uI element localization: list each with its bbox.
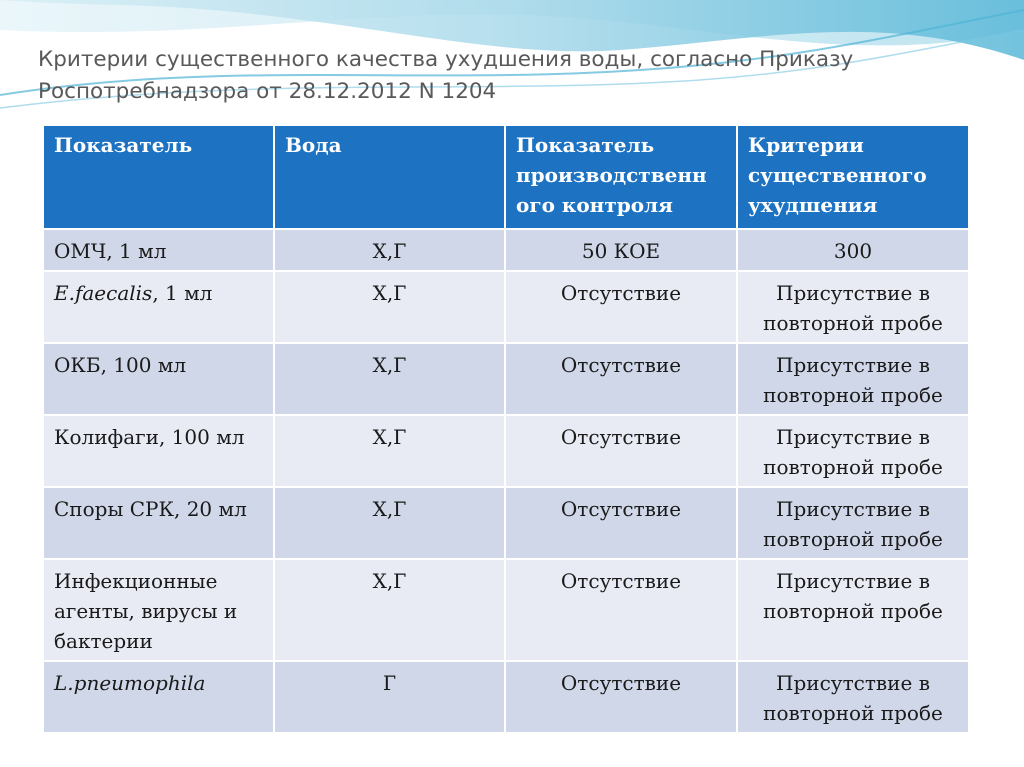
- cell-water: Х,Г: [274, 229, 505, 271]
- cell-indicator-italic: L.pneumophila: [54, 671, 206, 695]
- header-indicator: Показатель: [43, 125, 274, 229]
- cell-criteria: Присутствие в повторной пробе: [737, 271, 969, 343]
- cell-criteria: 300: [737, 229, 969, 271]
- table-row: [43, 271, 969, 343]
- cell-indicator: ОКБ, 100 мл: [43, 343, 274, 415]
- cell-indicator: Споры СРК, 20 мл: [43, 487, 274, 559]
- cell-water: Х,Г: [274, 487, 505, 559]
- cell-indicator-italic: E.faecalis: [54, 281, 153, 305]
- header-production-control: Показатель производственн ого контроля: [505, 125, 737, 229]
- cell-water: Х,Г: [274, 559, 505, 661]
- cell-indicator: Инфекционные агенты, вирусы и бактерии: [43, 559, 274, 661]
- table-row: [43, 415, 969, 487]
- cell-indicator: ОМЧ, 1 мл: [43, 229, 274, 271]
- table-row: [43, 661, 969, 733]
- cell-indicator: [43, 271, 274, 343]
- table-header-row: [43, 125, 969, 229]
- slide-title-line-2: Роспотребнадзора от 28.12.2012 N 1204: [38, 79, 497, 104]
- cell-indicator: Колифаги, 100 мл: [43, 415, 274, 487]
- slide-title: [38, 44, 938, 108]
- table-row: [43, 343, 969, 415]
- cell-water: Г: [274, 661, 505, 733]
- cell-control: Отсутствие: [505, 559, 737, 661]
- cell-control: Отсутствие: [505, 487, 737, 559]
- cell-water: Х,Г: [274, 343, 505, 415]
- cell-criteria: Присутствие в повторной пробе: [737, 661, 969, 733]
- cell-water: Х,Г: [274, 415, 505, 487]
- cell-criteria: Присутствие в повторной пробе: [737, 559, 969, 661]
- cell-criteria: Присутствие в повторной пробе: [737, 343, 969, 415]
- header-significant-criteria: Критерии существенного ухудшения: [737, 125, 969, 229]
- cell-indicator: [43, 661, 274, 733]
- cell-control: Отсутствие: [505, 271, 737, 343]
- header-water: Вода: [274, 125, 505, 229]
- cell-control: Отсутствие: [505, 415, 737, 487]
- cell-indicator-rest: , 1 мл: [152, 281, 213, 305]
- table-row: [43, 229, 969, 271]
- cell-control: 50 КОЕ: [505, 229, 737, 271]
- cell-water: Х,Г: [274, 271, 505, 343]
- cell-control: Отсутствие: [505, 661, 737, 733]
- table-row: [43, 487, 969, 559]
- cell-criteria: Присутствие в повторной пробе: [737, 415, 969, 487]
- slide-title-line-1: Критерии существенного качества ухудшения воды, согласно Приказу: [38, 47, 854, 72]
- cell-control: Отсутствие: [505, 343, 737, 415]
- table-row: [43, 559, 969, 661]
- cell-criteria: Присутствие в повторной пробе: [737, 487, 969, 559]
- criteria-table: [42, 124, 970, 734]
